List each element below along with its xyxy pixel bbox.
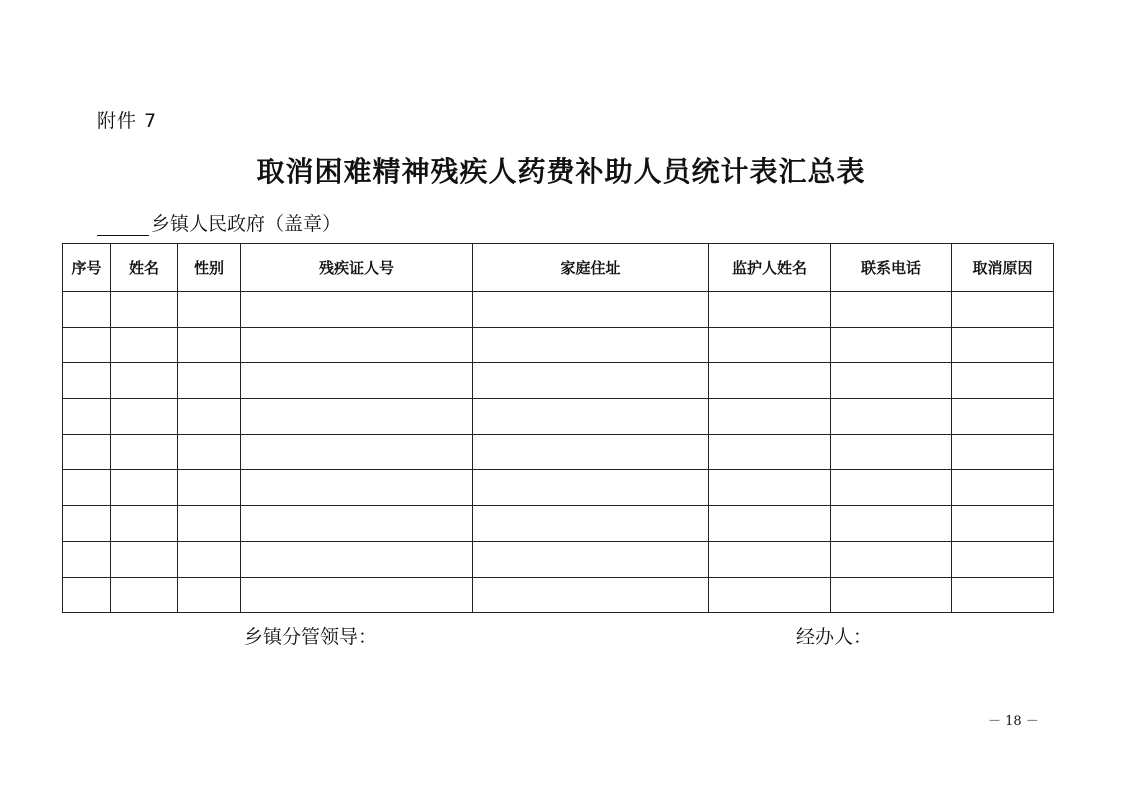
table-cell[interactable] — [241, 541, 473, 577]
table-cell[interactable] — [952, 470, 1054, 506]
header-disability-cert: 残疾证人号 — [241, 244, 473, 292]
table-cell[interactable] — [63, 327, 111, 363]
table-cell[interactable] — [952, 541, 1054, 577]
unit-name-blank — [97, 215, 149, 236]
table-row — [63, 541, 1054, 577]
table-cell[interactable] — [111, 292, 178, 328]
table-header-row — [63, 244, 1054, 292]
table-cell[interactable] — [709, 577, 831, 613]
table-row — [63, 292, 1054, 328]
table-cell[interactable] — [831, 363, 952, 399]
table-cell[interactable] — [709, 541, 831, 577]
leader-label: 乡镇分管领导： — [244, 626, 378, 648]
table-cell[interactable] — [63, 541, 111, 577]
table-row — [63, 399, 1054, 435]
table-cell[interactable] — [63, 434, 111, 470]
table-cell[interactable] — [111, 327, 178, 363]
table-cell[interactable] — [63, 292, 111, 328]
table-cell[interactable] — [473, 470, 709, 506]
table-cell[interactable] — [111, 399, 178, 435]
table-cell[interactable] — [473, 506, 709, 542]
page-number: － 18 － — [988, 714, 1039, 729]
header-cancel-reason: 取消原因 — [952, 244, 1054, 292]
table-cell[interactable] — [178, 577, 241, 613]
table-cell[interactable] — [831, 577, 952, 613]
table-cell[interactable] — [241, 292, 473, 328]
table-cell[interactable] — [831, 541, 952, 577]
table-cell[interactable] — [241, 506, 473, 542]
table-cell[interactable] — [241, 434, 473, 470]
table-row — [63, 363, 1054, 399]
table-cell[interactable] — [63, 399, 111, 435]
table-cell[interactable] — [831, 506, 952, 542]
table-cell[interactable] — [831, 434, 952, 470]
table-row — [63, 434, 1054, 470]
table-cell[interactable] — [831, 470, 952, 506]
table-row — [63, 506, 1054, 542]
table-cell[interactable] — [111, 506, 178, 542]
table-cell[interactable] — [709, 399, 831, 435]
table-cell[interactable] — [178, 399, 241, 435]
table-cell[interactable] — [241, 327, 473, 363]
table-cell[interactable] — [952, 434, 1054, 470]
table-cell[interactable] — [709, 434, 831, 470]
table-cell[interactable] — [178, 541, 241, 577]
unit-line — [97, 209, 341, 236]
table-cell[interactable] — [63, 577, 111, 613]
table-cell[interactable] — [831, 327, 952, 363]
table-cell[interactable] — [952, 292, 1054, 328]
header-phone: 联系电话 — [831, 244, 952, 292]
table-cell[interactable] — [111, 541, 178, 577]
table-cell[interactable] — [178, 327, 241, 363]
table-cell[interactable] — [709, 292, 831, 328]
table-cell[interactable] — [473, 363, 709, 399]
table-cell[interactable] — [952, 506, 1054, 542]
table-cell[interactable] — [952, 399, 1054, 435]
header-name: 姓名 — [111, 244, 178, 292]
table-cell[interactable] — [241, 399, 473, 435]
table-cell[interactable] — [473, 292, 709, 328]
table-cell[interactable] — [111, 434, 178, 470]
table-cell[interactable] — [473, 327, 709, 363]
table-cell[interactable] — [241, 363, 473, 399]
table-cell[interactable] — [241, 577, 473, 613]
table-cell[interactable] — [473, 541, 709, 577]
table-cell[interactable] — [63, 470, 111, 506]
document-title: 取消困难精神残疾人药费补助人员统计表汇总表 — [256, 155, 866, 188]
table-cell[interactable] — [111, 577, 178, 613]
table-cell[interactable] — [952, 363, 1054, 399]
table-row — [63, 327, 1054, 363]
table-cell[interactable] — [473, 434, 709, 470]
table-cell[interactable] — [709, 327, 831, 363]
table-cell[interactable] — [178, 470, 241, 506]
table-cell[interactable] — [111, 363, 178, 399]
table-cell[interactable] — [709, 506, 831, 542]
table-cell[interactable] — [831, 292, 952, 328]
header-index: 序号 — [63, 244, 111, 292]
table-cell[interactable] — [63, 506, 111, 542]
unit-suffix: 乡镇人民政府（盖章） — [151, 213, 342, 235]
table-cell[interactable] — [473, 399, 709, 435]
table-cell[interactable] — [473, 577, 709, 613]
handler-label: 经办人： — [796, 626, 873, 648]
table-cell[interactable] — [952, 327, 1054, 363]
table-cell[interactable] — [178, 506, 241, 542]
table-cell[interactable] — [178, 292, 241, 328]
table-cell[interactable] — [831, 399, 952, 435]
header-gender: 性别 — [178, 244, 241, 292]
table-cell[interactable] — [952, 577, 1054, 613]
table-cell[interactable] — [111, 470, 178, 506]
header-address: 家庭住址 — [473, 244, 709, 292]
table-cell[interactable] — [709, 470, 831, 506]
table-body — [63, 292, 1054, 613]
header-guardian: 监护人姓名 — [709, 244, 831, 292]
table-cell[interactable] — [709, 363, 831, 399]
table-row — [63, 470, 1054, 506]
table-cell[interactable] — [178, 363, 241, 399]
table-cell[interactable] — [63, 363, 111, 399]
table-cell[interactable] — [178, 434, 241, 470]
summary-table — [62, 243, 1054, 613]
attachment-label: 附件 7 — [97, 110, 158, 132]
table-cell[interactable] — [241, 470, 473, 506]
table-row — [63, 577, 1054, 613]
